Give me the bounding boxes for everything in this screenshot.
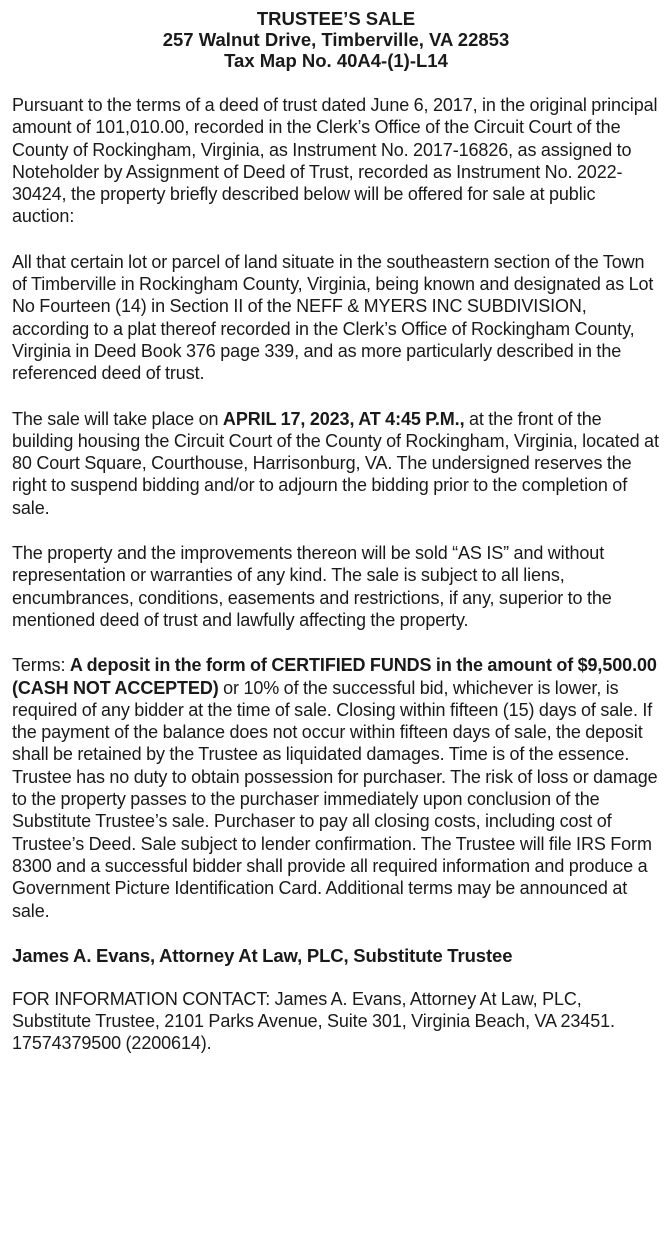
property-description-paragraph: All that certain lot or parcel of land situate in the southeastern section of the Town of Timberville in Rockingham County, Virginia, being known and designated as Lot No Fourteen (14) in Section II of the NEFF & MYERS INC SUBDIVISION, according to a plat thereof recorded in the Clerk’s Office of Rockingham County, Virginia in Deed Book 376 page 339, and as more particularly described in the referenced deed of trust.: [12, 251, 654, 384]
sale-time-intro: The sale will take place on: [12, 408, 223, 429]
terms-label: Terms:: [12, 655, 70, 676]
sale-date-time: APRIL 17, 2023, AT 4:45 P.M.,: [222, 408, 465, 429]
contact-information: FOR INFORMATION CONTACT: James A. Evans, Attorney At Law, PLC, Substitute Trustee, 2101 Parks Avenue, Suite 301, Virginia Beach, VA 23451. 17574379500 (2200614).: [12, 988, 615, 1054]
notice-title: TRUSTEE’S SALE: [256, 8, 416, 29]
deposit-requirement: A deposit in the form of CERTIFIED FUNDS in the amount of $9,500.00 (CASH NOT ACCEPTED): [12, 655, 657, 698]
tax-map-number: Tax Map No. 40A4-(1)-L14: [224, 50, 448, 71]
trustee-signature: James A. Evans, Attorney At Law, PLC, Substitute Trustee: [12, 944, 513, 966]
sale-location-text: at the front of the building housing the Circuit Court of the County of Rockingham, Virginia, located at 80 Court Square, Courthouse, Harrisonburg, VA. The undersigned reserves the right to suspend bidding and/or to adjourn the bidding prior to the completion of sale.: [12, 408, 659, 518]
deed-of-trust-paragraph: Pursuant to the terms of a deed of trust dated June 6, 2017, in the original principal amount of 101,010.00, recorded in the Clerk’s Office of the Circuit Court of the County of Rockingham, Virginia, as Instrument No. 2017-16826, as assigned to Noteholder by Assignment of Deed of Trust, recorded as Instrument No. 2022-30424, the property briefly described below will be offered for sale at public auction:: [12, 95, 658, 227]
sale-time-paragraph: [12, 408, 660, 519]
property-address: 257 Walnut Drive, Timberville, VA 22853: [162, 29, 510, 50]
terms-details: or 10% of the successful bid, whichever is lower, is required of any bidder at the time of sale. Closing within fifteen (15) days of sale. If the payment of the balance does not occur within fifteen days of sale, the deposit shall be retained by the Trustee as liquidated damages. Time is of the essence. Trustee has no duty to obtain possession for purchaser. The risk of loss or damage to the property passes to the purchaser immediately upon conclusion of the Substitute Trustee’s sale. Purchaser to pay all closing costs, including cost of Trustee’s Deed. Sale subject to lender confirmation. The Trustee will file IRS Form 8300 and a successful bidder shall provide all required information and produce a Government Picture Identification Card. Additional terms may be announced at sale.: [12, 677, 658, 921]
terms-paragraph: [12, 654, 660, 922]
as-is-paragraph: The property and the improvements thereon will be sold “AS IS” and without representation or warranties of any kind. The sale is subject to all liens, encumbrances, conditions, easements and restrictions, if any, superior to the mentioned deed of trust and lawfully affecting the property.: [12, 543, 612, 630]
notice-header: [12, 8, 660, 71]
